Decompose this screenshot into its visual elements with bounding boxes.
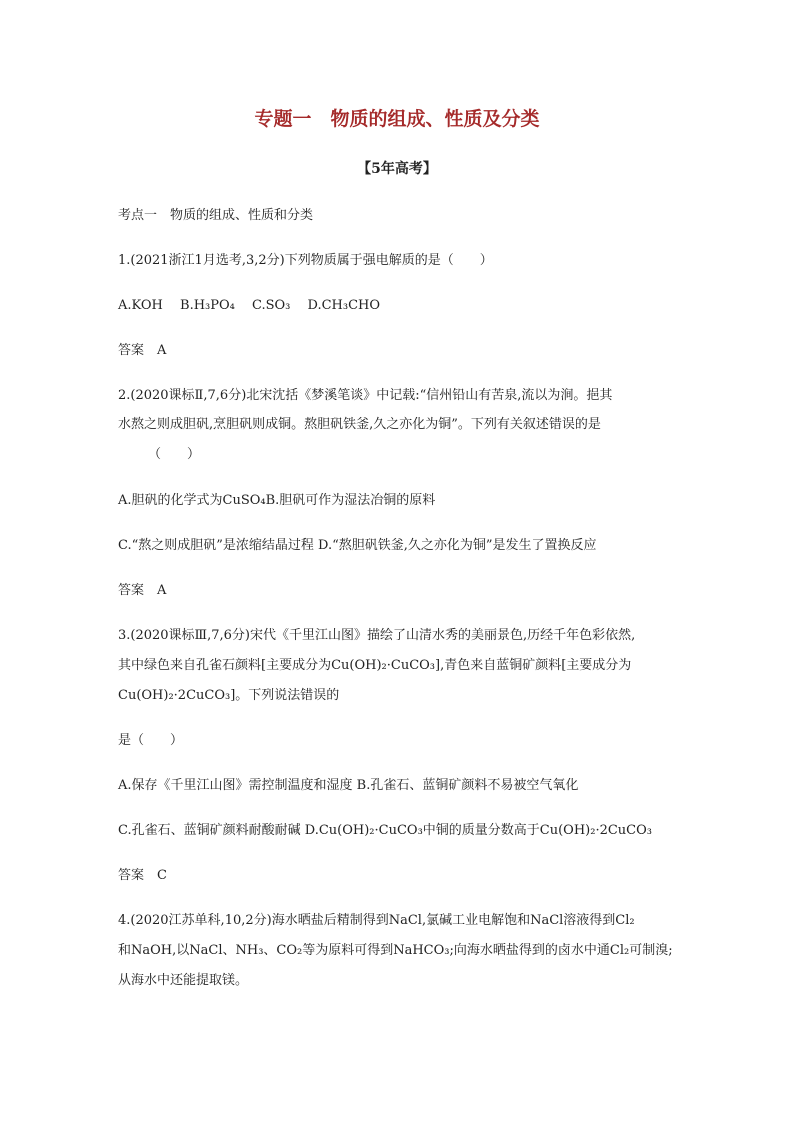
question-3-stem-line-1: 3.(2020课标Ⅲ,7,6分)宋代《千里江山图》描绘了山清水秀的美丽景色,历经千年色彩依然,	[118, 628, 636, 643]
topic-heading: 考点一 物质的组成、性质和分类	[118, 208, 314, 223]
question-2-options-line-2: C.“熬之则成胆矾”是浓缩结晶过程 D.“熬胆矾铁釜,久之亦化为铜”是发生了置换反应	[118, 538, 597, 553]
question-2-stem-line-1: 2.(2020课标Ⅱ,7,6分)北宋沈括《梦溪笔谈》中记载:“信州铅山有苦泉,流以为涧。挹其	[118, 388, 613, 403]
question-2-stem-line-2: 水熬之则成胆矾,烹胆矾则成铜。熬胆矾铁釜,久之亦化为铜”。下列有关叙述错误的是	[118, 417, 601, 432]
question-3-options-line-1: A.保存《千里江山图》需控制温度和湿度 B.孔雀石、蓝铜矿颜料不易被空气氧化	[118, 778, 579, 793]
question-4-stem-line-3: 从海水中还能提取镁。	[118, 973, 249, 988]
question-2-options-line-1: A.胆矾的化学式为CuSO₄B.胆矾可作为湿法冶铜的原料	[118, 493, 436, 508]
question-3-options-line-2: C.孔雀石、蓝铜矿颜料耐酸耐碱 D.Cu(OH)₂·CuCO₃中铜的质量分数高于Cu(OH)₂·2CuCO₃	[118, 823, 652, 838]
question-3-stem-line-2: 其中绿色来自孔雀石颜料[主要成分为Cu(OH)₂·CuCO₃],青色来自蓝铜矿颜料[主要成分为	[118, 658, 632, 673]
page-title: 专题一 物质的组成、性质及分类	[254, 108, 540, 130]
question-2-stem-line-3: （ ）	[148, 447, 201, 462]
question-3-stem-line-3: Cu(OH)₂·2CuCO₃]。下列说法错误的	[118, 688, 340, 703]
question-1-options: A.KOH B.H₃PO₄ C.SO₃ D.CH₃CHO	[118, 298, 381, 313]
question-3-answer: 答案 C	[118, 868, 167, 883]
section-subtitle: 【5年高考】	[357, 161, 437, 177]
question-2-answer: 答案 A	[118, 583, 167, 598]
question-1-answer: 答案 A	[118, 343, 167, 358]
question-1-stem: 1.(2021浙江1月选考,3,2分)下列物质属于强电解质的是（ ）	[118, 253, 493, 268]
question-3-stem-line-4: 是（ ）	[118, 733, 184, 748]
question-4-stem-line-1: 4.(2020江苏单科,10,2分)海水晒盐后精制得到NaCl,氯碱工业电解饱和NaCl溶液得到Cl₂	[118, 913, 635, 928]
question-4-stem-line-2: 和NaOH,以NaCl、NH₃、CO₂等为原料可得到NaHCO₃;向海水晒盐得到的卤水中通Cl₂可制溴;	[118, 943, 673, 958]
